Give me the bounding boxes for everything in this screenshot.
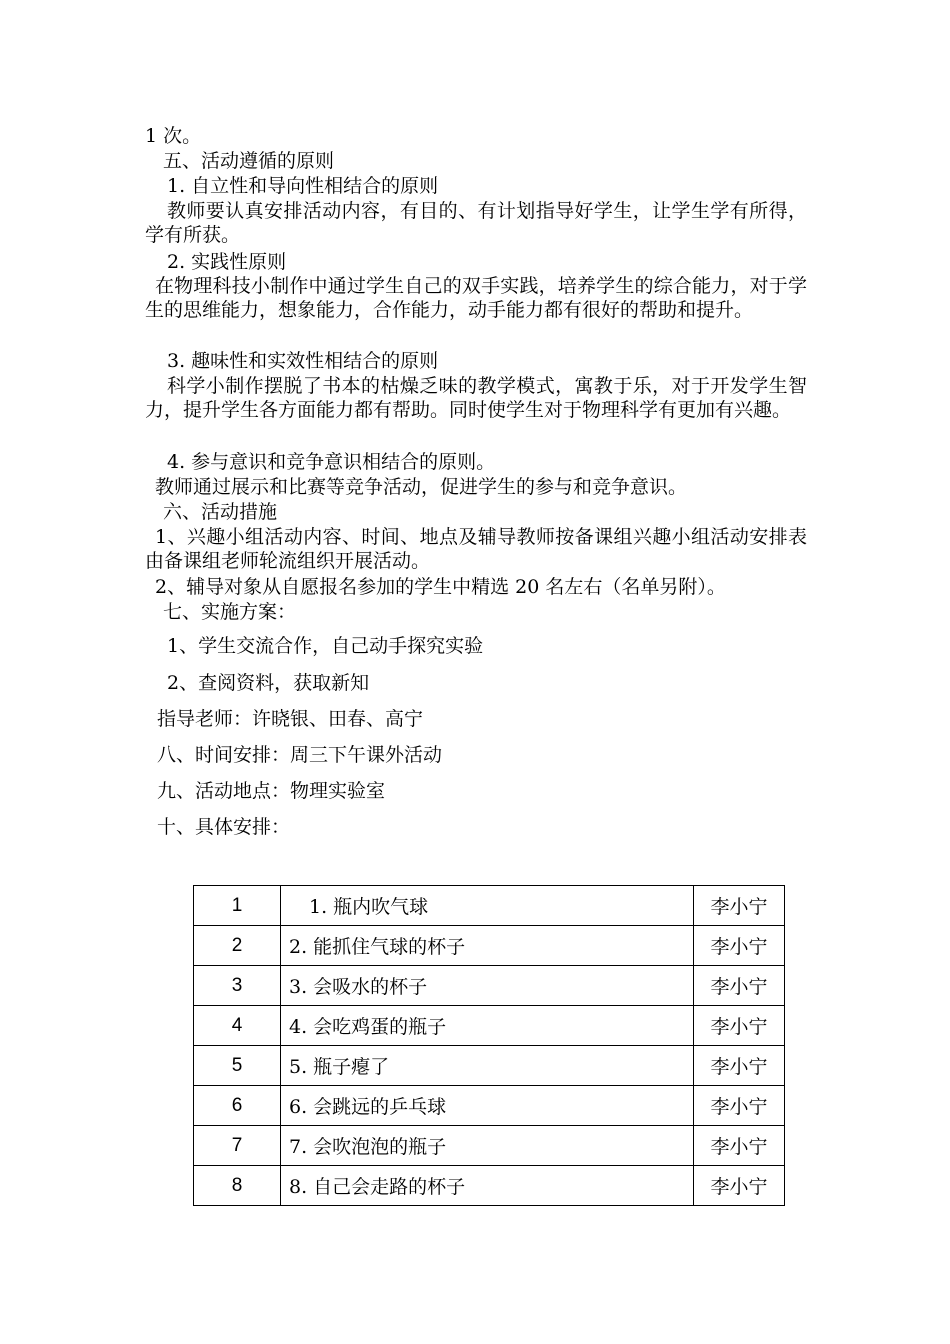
teacher-name: 李小宁 [694,1086,785,1126]
heading-measures: 六、活动措施 [163,501,278,523]
subheading-principle-2: 2. 实践性原则 [167,251,287,273]
text-plan-1: 1、学生交流合作，自己动手探究实验 [167,635,484,657]
table-row [194,1086,785,1126]
table-row [194,1126,785,1166]
text-plan-2: 2、查阅资料，获取新知 [167,672,370,694]
row-number: 6 [194,1086,281,1126]
activity-title: 1. 瓶内吹气球 [281,886,694,926]
subheading-principle-1: 1. 自立性和导向性相结合的原则 [167,175,439,197]
row-number: 7 [194,1126,281,1166]
teacher-name: 李小宁 [694,886,785,926]
teacher-name: 李小宁 [694,1126,785,1166]
table-row [194,886,785,926]
teacher-name: 李小宁 [694,926,785,966]
paragraph-principle-2: 在物理科技小制作中通过学生自己的双手实践，培养学生的综合能力，对于学生的思维能力，想象能力，合作能力，动手能力都有很好的帮助和提升。 [145,275,807,321]
table-row [194,1166,785,1206]
row-number: 8 [194,1166,281,1206]
text-line-count: 1 次。 [145,125,202,147]
activity-title: 2. 能抓住气球的杯子 [281,926,694,966]
teacher-name: 李小宁 [694,966,785,1006]
row-number: 1 [194,886,281,926]
paragraph-principle-3: 科学小制作摆脱了书本的枯燥乏味的教学模式，寓教于乐，对于开发学生智力，提升学生各方面能力都有帮助。同时使学生对于物理科学有更加有兴趣。 [145,375,807,421]
table-row [194,1006,785,1046]
teacher-name: 李小宁 [694,1006,785,1046]
activity-title: 7. 会吹泡泡的瓶子 [281,1126,694,1166]
activity-title: 5. 瓶子瘪了 [281,1046,694,1086]
heading-location: 九、活动地点：物理实验室 [157,780,386,802]
row-number: 3 [194,966,281,1006]
activity-title: 8. 自己会走路的杯子 [281,1166,694,1206]
row-number: 2 [194,926,281,966]
subheading-principle-4: 4. 参与意识和竞争意识相结合的原则。 [167,451,496,473]
subheading-principle-3: 3. 趣味性和实效性相结合的原则 [167,350,439,372]
text-measure-2: 2、辅导对象从自愿报名参加的学生中精选 20 名左右（名单另附）。 [155,576,726,598]
paragraph-principle-1: 教师要认真安排活动内容，有目的、有计划指导好学生，让学生学有所得，学有所获。 [145,200,807,246]
teacher-name: 李小宁 [694,1046,785,1086]
activity-title: 4. 会吃鸡蛋的瓶子 [281,1006,694,1046]
heading-schedule: 十、具体安排： [157,816,291,838]
text-competition: 教师通过展示和比赛等竞争活动，促进学生的参与和竞争意识。 [155,476,688,498]
text-teachers: 指导老师：许晓银、田春、高宁 [157,708,424,730]
heading-plan: 七、实施方案： [163,601,297,623]
table-row [194,926,785,966]
activity-title: 6. 会跳远的乒乓球 [281,1086,694,1126]
heading-principles: 五、活动遵循的原则 [163,150,335,172]
row-number: 4 [194,1006,281,1046]
row-number: 5 [194,1046,281,1086]
activity-title: 3. 会吸水的杯子 [281,966,694,1006]
heading-time: 八、时间安排：周三下午课外活动 [157,744,443,766]
schedule-table [193,885,785,1206]
paragraph-measure-1: 1、兴趣小组活动内容、时间、地点及辅导教师按备课组兴趣小组活动安排表由备课组老师轮流组织开展活动。 [145,526,807,572]
teacher-name: 李小宁 [694,1166,785,1206]
table-row [194,966,785,1006]
table-row [194,1046,785,1086]
